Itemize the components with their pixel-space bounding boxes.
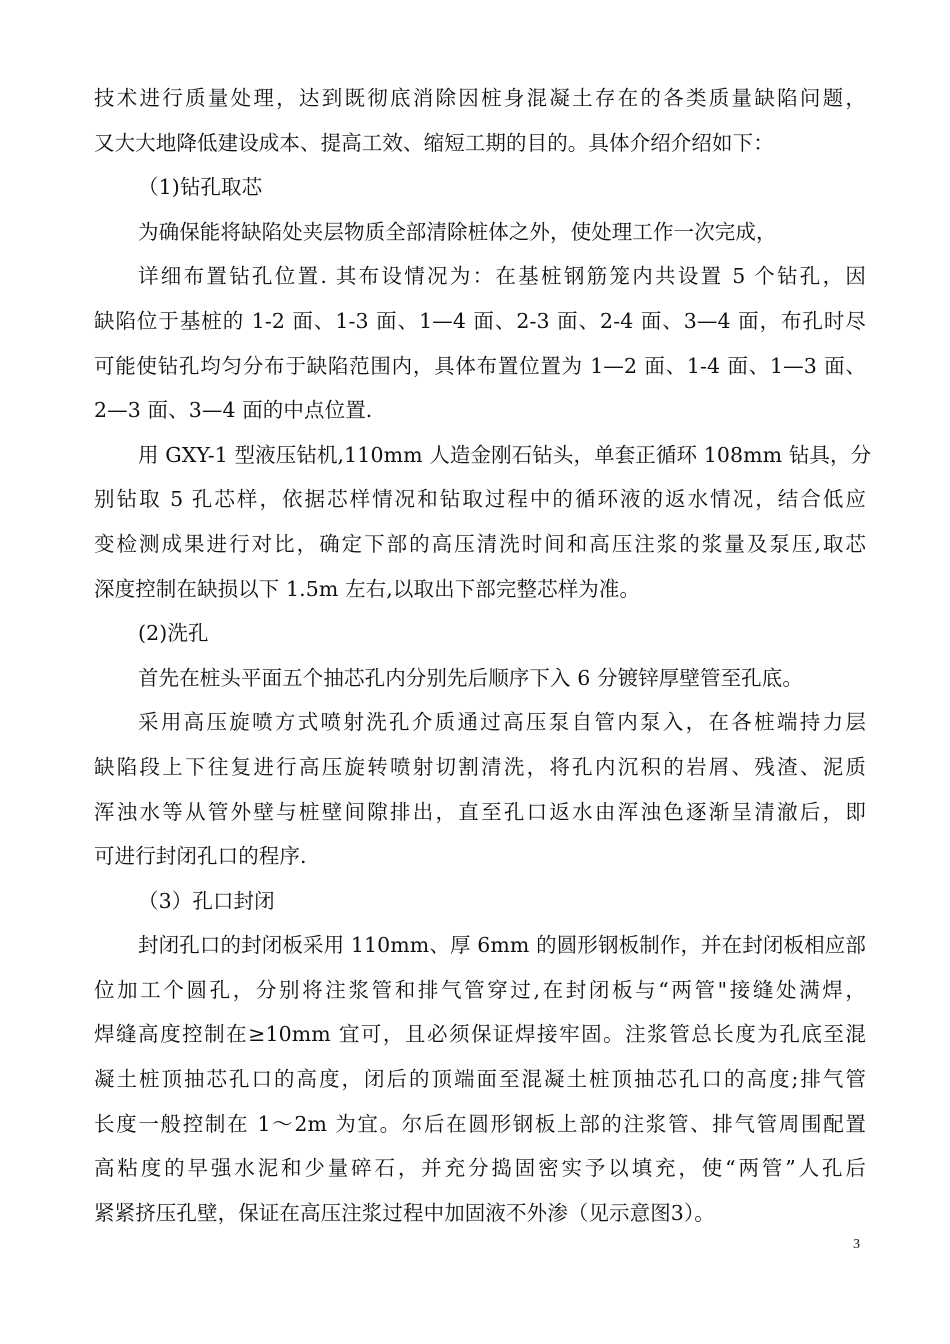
text-line: 浑浊水等从管外壁与桩壁间隙排出，直至孔口返水由浑浊色逐渐呈清澈后，即 xyxy=(94,799,866,824)
text-line: 变检测成果进行对比，确定下部的高压清洗时间和高压注浆的浆量及泵压,取芯 xyxy=(94,531,866,556)
text-line: 高粘度的早强水泥和少量碎石，并充分捣固密实予以填充，使“两管”人孔后 xyxy=(94,1156,866,1181)
text-line: 缺陷位于基桩的 1-2 面、1-3 面、1—4 面、2-3 面、2-4 面、3—4 面，布孔时尽 xyxy=(94,308,866,333)
text-line: 位加工个圆孔，分别将注浆管和排气管穿过,在封闭板与“两管"接缝处满焊， xyxy=(94,977,866,1002)
text-line: 可进行封闭孔口的程序. xyxy=(94,844,307,869)
text-line: 用 GXY-1 型液压钻机,110mm 人造金刚石钻头，单套正循环 108mm 钻具，分 xyxy=(138,442,872,467)
page-number: 3 xyxy=(853,1237,860,1252)
text-line: 首先在桩头平面五个抽芯孔内分别先后顺序下入 6 分镀锌厚壁管至孔底。 xyxy=(138,665,803,690)
text-line: 深度控制在缺损以下 1.5m 左右,以取出下部完整芯样为准。 xyxy=(94,576,641,601)
text-line: 长度一般控制在 1～2m 为宜。尔后在圆形钢板上部的注浆管、排气管周围配置 xyxy=(94,1111,866,1136)
text-line: 2—3 面、3—4 面的中点位置. xyxy=(94,398,373,423)
text-line: 详细布置钻孔位置. 其布设情况为：在基桩钢筋笼内共设置 5 个钻孔，因 xyxy=(138,264,866,289)
text-line: 可能使钻孔均匀分布于缺陷范围内，具体布置位置为 1—2 面、1-4 面、1—3 面、 xyxy=(94,353,866,378)
text-line: 别钻取 5 孔芯样，依据芯样情况和钻取过程中的循环液的返水情况，结合低应 xyxy=(94,487,866,512)
text-line: (2)洗孔 xyxy=(138,621,209,646)
text-line: 封闭孔口的封闭板采用 110mm、厚 6mm 的圆形钢板制作，并在封闭板相应部 xyxy=(138,933,866,958)
text-line: （3）孔口封闭 xyxy=(138,888,275,913)
text-line: 为确保能将缺陷处夹层物质全部清除桩体之外，使处理工作一次完成， xyxy=(138,219,777,244)
text-line: 紧紧挤压孔壁，保证在高压注浆过程中加固液不外渗（见示意图3）。 xyxy=(94,1200,715,1225)
text-line: 又大大地降低建设成本、提高工效、缩短工期的目的。具体介绍介绍如下： xyxy=(94,130,774,155)
text-line: 缺陷段上下往复进行高压旋转喷射切割清洗，将孔内沉积的岩屑、残渣、泥质 xyxy=(94,754,866,779)
text-line: （1)钻孔取芯 xyxy=(138,175,263,200)
text-line: 凝土桩顶抽芯孔口的高度，闭后的顶端面至混凝土桩顶抽芯孔口的高度;排气管 xyxy=(94,1067,866,1092)
text-line: 焊缝高度控制在≥10mm 宜可，且必须保证焊接牢固。注浆管总长度为孔底至混 xyxy=(94,1022,866,1047)
text-line: 技术进行质量处理，达到既彻底消除因桩身混凝土存在的各类质量缺陷问题， xyxy=(94,86,866,110)
text-line: 采用高压旋喷方式喷射洗孔介质通过高压泵自管内泵入，在各桩端持力层 xyxy=(138,710,866,735)
document-body xyxy=(94,76,872,1235)
